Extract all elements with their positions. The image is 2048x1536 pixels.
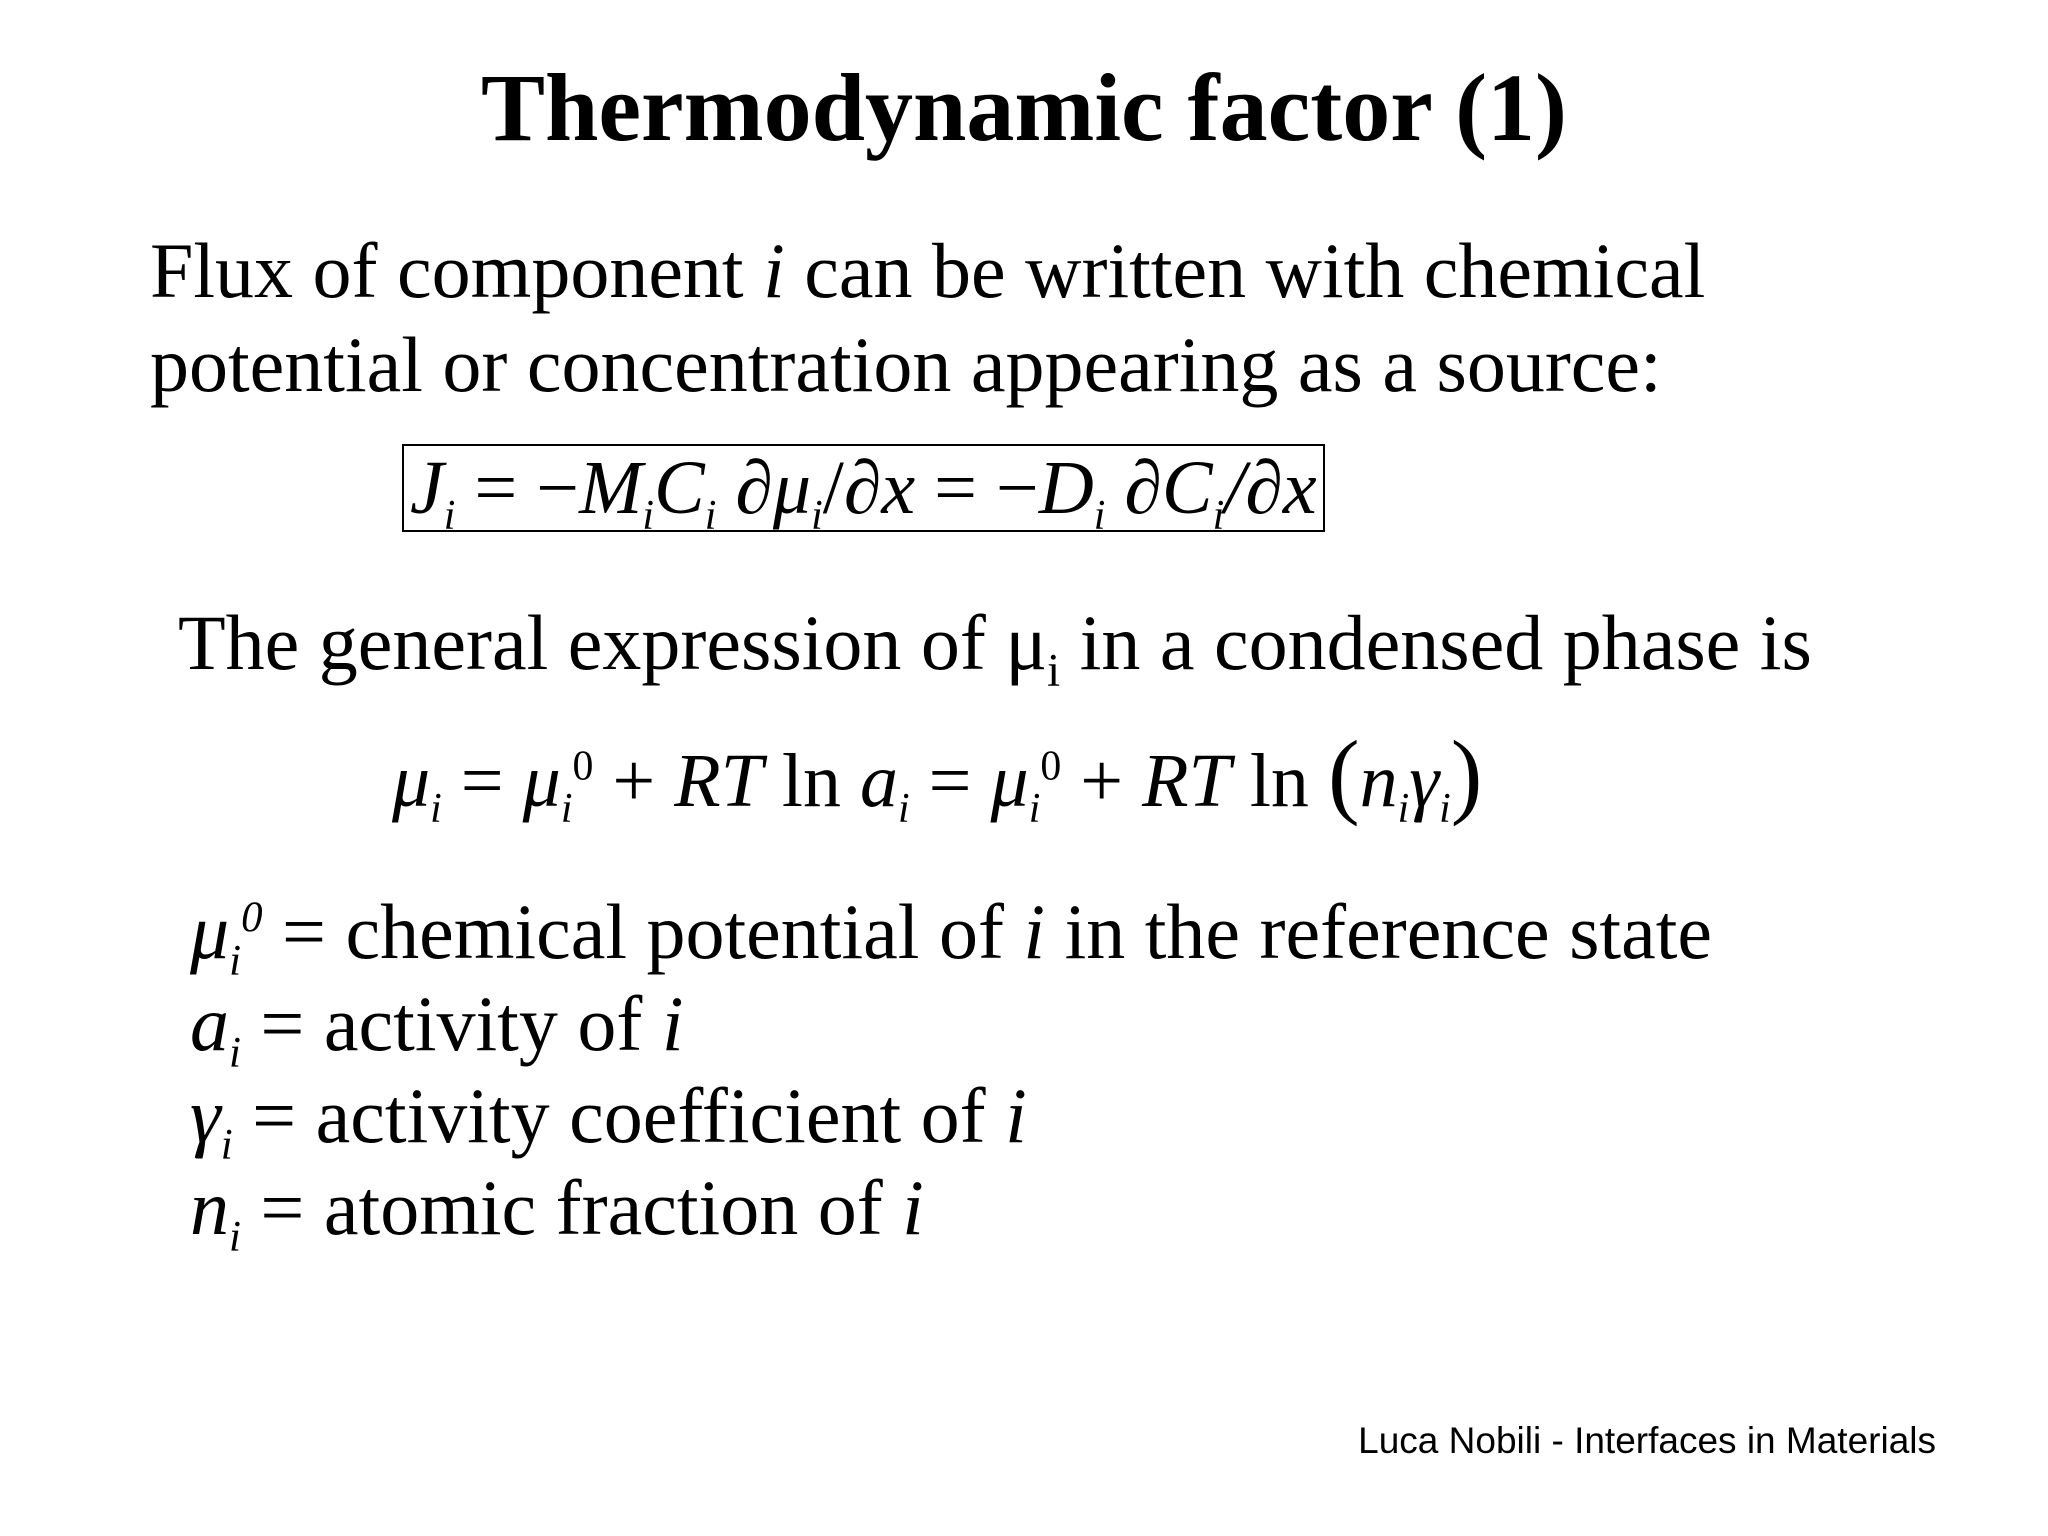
- def-text: = atomic fraction of: [240, 1164, 903, 1251]
- general-text-2: in a condensed phase is: [1060, 599, 1812, 686]
- cp-sub: i: [898, 786, 910, 833]
- eq-sub: i: [811, 493, 823, 540]
- eq-sub: i: [704, 493, 717, 540]
- cp-ln: ln: [1230, 739, 1328, 823]
- def-sub: i: [220, 1121, 233, 1169]
- intro-line-1: [150, 224, 1705, 318]
- cp-a: a: [860, 739, 899, 823]
- flux-equation: [402, 438, 1325, 538]
- eq-J: J: [410, 446, 444, 530]
- intro-line-2: potential or concentration appearing as a source:: [150, 321, 1662, 408]
- flux-equation-box: [402, 444, 1325, 540]
- cp-gamma: γ: [1409, 739, 1440, 823]
- eq-D: D: [1038, 446, 1094, 530]
- def-var: i: [1023, 888, 1046, 975]
- cp-rparen: ): [1450, 721, 1483, 827]
- intro-var-i: i: [763, 227, 785, 314]
- def-text: = activity of: [240, 980, 662, 1067]
- eq-dx: /∂x: [1224, 446, 1317, 530]
- cp-lparen: (: [1327, 721, 1360, 827]
- intro-paragraph: [150, 224, 1705, 412]
- def-tail: in the reference state: [1045, 888, 1713, 975]
- def-sub: i: [229, 1029, 241, 1077]
- cp-equals: =: [909, 739, 991, 823]
- definitions-list: [190, 886, 1713, 1261]
- eq-dx: ∂x: [843, 446, 916, 530]
- cp-RT: RT: [674, 739, 763, 823]
- cp-RT: RT: [1142, 739, 1231, 823]
- footer-credit: Luca Nobili - Interfaces in Materials: [1358, 1420, 1936, 1461]
- cp-sub: i: [1028, 786, 1041, 833]
- cp-plus: +: [1061, 739, 1143, 823]
- eq-sub: i: [1093, 493, 1106, 540]
- eq-C: C: [654, 446, 705, 530]
- definition-activity: [190, 978, 1712, 1077]
- eq-equals: = −: [455, 446, 580, 530]
- cp-sup: 0: [1040, 743, 1062, 790]
- cp-sub: i: [1397, 786, 1410, 833]
- def-sup: 0: [241, 894, 263, 941]
- general-text-1: The general expression of: [178, 599, 1006, 686]
- intro-text-2: can be written with chemical: [784, 227, 1706, 314]
- cp-ln: ln: [762, 739, 861, 823]
- cp-mu: μ: [392, 739, 431, 823]
- cp-sub: i: [560, 786, 573, 833]
- cp-plus: +: [593, 739, 675, 823]
- definition-activity-coefficient: [190, 1070, 1712, 1169]
- general-expression-line: [178, 596, 1812, 718]
- intro-text-1: Flux of component: [150, 227, 764, 314]
- cp-mu: μ: [990, 739, 1029, 823]
- def-symbol: n: [190, 1164, 229, 1251]
- def-symbol: μ: [190, 888, 230, 975]
- cp-equals: =: [441, 739, 523, 823]
- cp-mu: μ: [522, 739, 561, 823]
- eq-partial: ∂: [735, 446, 773, 530]
- eq-sub: i: [1212, 493, 1225, 540]
- eq-M: M: [579, 446, 643, 530]
- def-symbol: a: [190, 980, 229, 1067]
- slide-title: Thermodynamic factor (1): [481, 54, 1567, 161]
- eq-sub: i: [443, 493, 456, 540]
- def-text: = activity coefficient of: [232, 1072, 1006, 1159]
- eq-sub: i: [642, 493, 655, 540]
- cp-sup: 0: [572, 743, 594, 790]
- eq-partial-C: ∂C: [1124, 446, 1213, 530]
- def-var: i: [1005, 1072, 1027, 1159]
- def-var: i: [902, 1164, 924, 1251]
- def-sub: i: [229, 1213, 241, 1261]
- cp-sub: i: [1439, 786, 1451, 833]
- definition-atomic-fraction: [190, 1162, 1712, 1261]
- eq-slash: /: [822, 446, 844, 530]
- general-mu: μ: [1005, 599, 1048, 686]
- general-sub: i: [1047, 644, 1061, 697]
- def-var: i: [661, 980, 684, 1067]
- chemical-potential-equation: [392, 721, 1483, 833]
- cp-sub: i: [430, 786, 442, 833]
- eq-equals: = −: [915, 446, 1039, 530]
- cp-n: n: [1359, 739, 1398, 823]
- def-symbol: γ: [190, 1072, 221, 1159]
- def-text: = chemical potential of: [262, 888, 1024, 975]
- eq-mu: μ: [772, 446, 812, 530]
- def-sub: i: [229, 937, 242, 985]
- definition-mu0: [190, 886, 1713, 985]
